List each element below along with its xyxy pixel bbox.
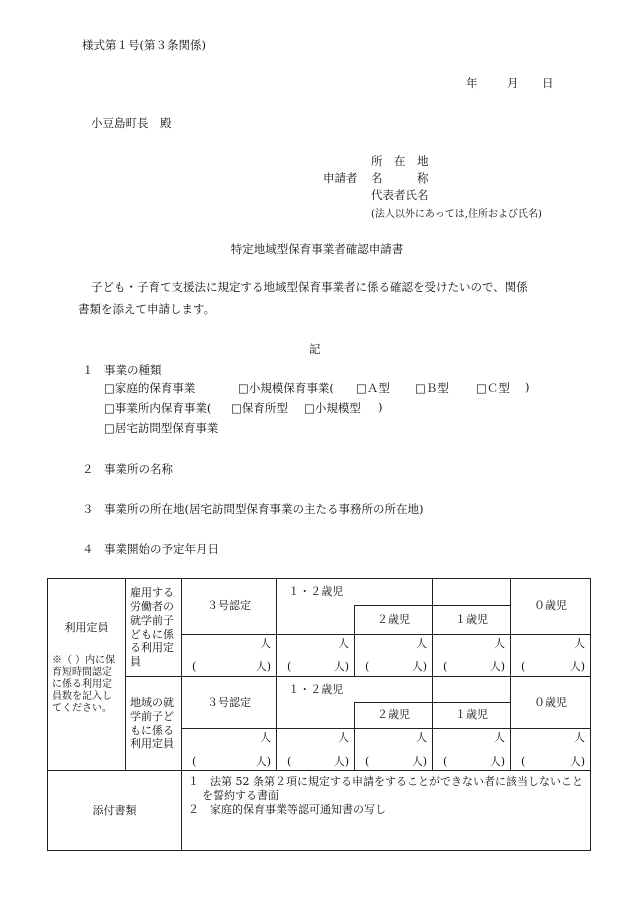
header-age0: ０歳児 — [511, 579, 591, 635]
option-small-care[interactable]: □小規模保育事業( — [238, 381, 334, 395]
item-3-number: ３ — [82, 502, 94, 516]
local-cert3-value[interactable]: 人 ( 人) — [182, 728, 277, 771]
header-age1: １歳児 — [433, 606, 511, 634]
option-nursery-type[interactable]: □保育所型 — [231, 401, 288, 415]
capacity-table — [47, 578, 591, 851]
body-line-1: 子ども・子育て支援法に規定する地域型保育事業者に係る確認を受けたいので、関係 — [91, 280, 528, 294]
item-4-number: ４ — [82, 542, 94, 556]
attachments-list — [182, 771, 591, 851]
header-age0-2: ０歳児 — [511, 677, 591, 729]
header-age12-2: １・２歳児 — [277, 677, 355, 703]
option-small-close: ) — [525, 380, 530, 394]
attachment-2: ２ 家庭的保育事業等認可通知書の写し — [188, 802, 386, 816]
date-month: 月 — [507, 76, 519, 90]
option-home-care[interactable]: □家庭的保育事業 — [104, 381, 196, 395]
date-year: 年 — [466, 76, 478, 90]
attachment-1: １ 法第 52 条第２項に規定する申請をすることができない者に該当しないことを誓約する書面 — [188, 775, 583, 803]
form-number: 様式第１号(第３条関係) — [82, 38, 206, 52]
option-type-b[interactable]: □Ｂ型 — [415, 381, 449, 395]
capacity-note: ※（ ）内に保育短時間認定に係る利用定員数を記入してください。 — [52, 654, 116, 714]
capacity-cell — [48, 579, 126, 771]
local-capacity-label: 地域の就学前子どもに係る利用定員 — [126, 677, 182, 771]
option-office-close: ) — [378, 400, 383, 414]
addressee: 小豆島町長 殿 — [91, 116, 172, 130]
local-age0-value[interactable]: 人 ( 人) — [511, 728, 591, 771]
option-small-type[interactable]: □小規模型 — [304, 401, 361, 415]
header-age2-2: ２歳児 — [355, 702, 433, 728]
option-type-c[interactable]: □Ｃ型 — [476, 381, 510, 395]
option-office-care[interactable]: □事業所内保育事業( — [104, 401, 212, 415]
item-4-label: 事業開始の予定年月日 — [104, 542, 219, 556]
header-cert3-2: ３号認定 — [182, 677, 277, 729]
item-2-number: ２ — [82, 462, 94, 476]
employee-capacity-label: 雇用する労働者の就学前子どもに係る利用定員 — [126, 579, 182, 677]
option-home-visit[interactable]: □居宅訪問型保育事業 — [104, 421, 219, 435]
employee-cert3-value[interactable]: 人 ( 人) — [182, 634, 277, 677]
applicant-address-label: 所 在 地 — [371, 154, 429, 168]
header-age12: １・２歳児 — [277, 579, 355, 606]
employee-age2-value[interactable]: 人 ( 人) — [355, 634, 433, 677]
header-cert3: ３号認定 — [182, 579, 277, 635]
item-1-number: １ — [82, 363, 94, 377]
item-3-label: 事業所の所在地(居宅訪問型保育事業の主たる事務所の所在地) — [104, 502, 424, 516]
date-day: 日 — [542, 76, 554, 90]
employee-age0-value[interactable]: 人 ( 人) — [511, 634, 591, 677]
ki-heading: 記 — [309, 342, 321, 356]
body-line-2: 書類を添えて申請します。 — [78, 302, 216, 316]
header-age2: ２歳児 — [355, 606, 433, 634]
header-age1-2: １歳児 — [433, 702, 511, 728]
page-title: 特定地域型保育事業者確認申請書 — [230, 242, 404, 256]
item-1-label: 事業の種類 — [104, 363, 162, 377]
attachments-label: 添付書類 — [48, 771, 182, 851]
applicant-rep-label: 代表者氏名 — [371, 188, 429, 202]
item-2-label: 事業所の名称 — [104, 462, 173, 476]
applicant-label: 申請者 — [323, 171, 358, 185]
local-age1-value[interactable]: 人 ( 人) — [433, 728, 511, 771]
applicant-note: (法人以外にあっては,住所および氏名) — [371, 209, 542, 220]
option-type-a[interactable]: □Ａ型 — [356, 381, 390, 395]
employee-age12-value[interactable]: 人 ( 人) — [277, 634, 355, 677]
employee-age1-value[interactable]: 人 ( 人) — [433, 634, 511, 677]
local-age2-value[interactable]: 人 ( 人) — [355, 728, 433, 771]
local-age12-value[interactable]: 人 ( 人) — [277, 728, 355, 771]
capacity-label: 利用定員 — [64, 621, 109, 634]
applicant-name-label: 名 称 — [371, 171, 429, 185]
